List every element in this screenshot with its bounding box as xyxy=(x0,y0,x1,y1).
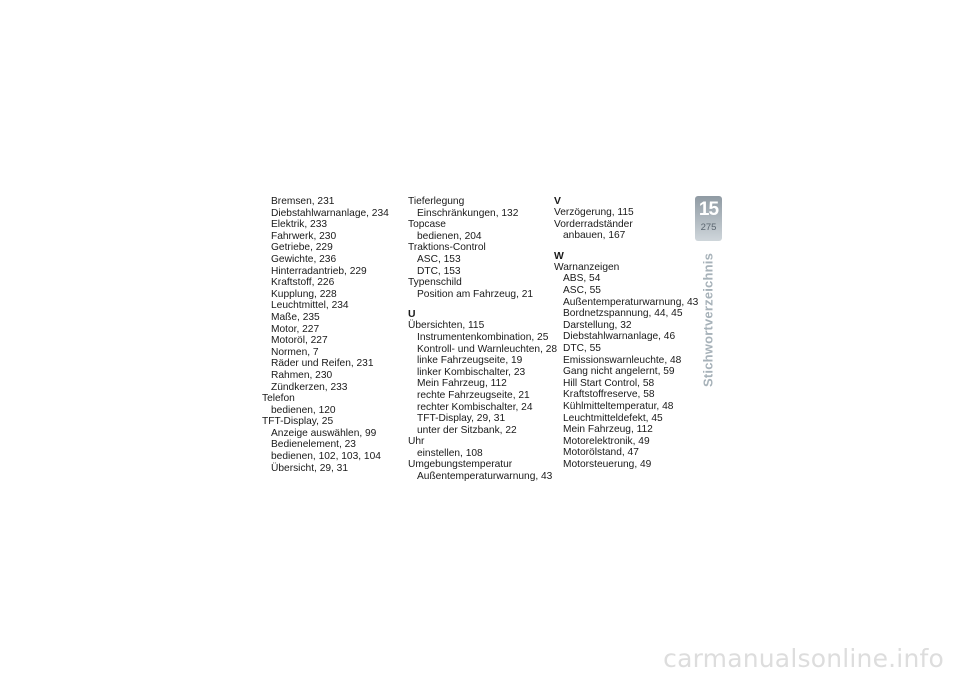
watermark: carmanualsonline.info xyxy=(663,644,944,673)
index-subentry: Instrumentenkombination, 25 xyxy=(417,331,549,343)
index-subentry: Leuchtmitteldefekt, 45 xyxy=(563,412,663,424)
index-subentry: Motorölstand, 47 xyxy=(563,447,639,459)
index-subentry: Kühlmitteltemperatur, 48 xyxy=(563,400,674,412)
index-subentry: Einschränkungen, 132 xyxy=(417,207,519,219)
index-subentry: bedienen, 204 xyxy=(417,230,482,242)
index-subentry: Motorsteuerung, 49 xyxy=(563,458,652,470)
index-subentry: Außentemperaturwarnung, 43 xyxy=(417,471,553,483)
index-subentry: Diebstahlwarnanlage, 234 xyxy=(271,207,389,219)
index-subentry: Motoröl, 227 xyxy=(271,335,328,347)
index-entry: Umgebungstemperatur xyxy=(408,459,513,471)
index-entry: Typenschild xyxy=(408,277,462,289)
index-letter-heading: U xyxy=(408,309,416,321)
index-entry: Warnanzeigen xyxy=(554,261,620,273)
index-subentry: rechte Fahrzeugseite, 21 xyxy=(417,389,530,401)
index-subentry: bedienen, 102, 103, 104 xyxy=(271,451,381,463)
index-subentry: Bedienelement, 23 xyxy=(271,439,356,451)
index-subentry: Bremsen, 231 xyxy=(271,196,335,207)
index-subentry: Kraftstoff, 226 xyxy=(271,277,335,289)
index-entry: Uhr xyxy=(408,436,425,448)
index-subentry: Diebstahlwarnanlage, 46 xyxy=(563,331,676,343)
index-column-3 xyxy=(554,196,704,470)
index-subentry: Gewichte, 236 xyxy=(271,253,337,265)
index-subentry: Räder und Reifen, 231 xyxy=(271,358,374,370)
index-entry: TFT-Display, 25 xyxy=(262,416,334,428)
index-subentry: Mein Fahrzeug, 112 xyxy=(417,378,507,390)
index-subentry: Bordnetzspannung, 44, 45 xyxy=(563,308,683,320)
index-subentry: TFT-Display, 29, 31 xyxy=(417,413,506,425)
index-letter-heading: V xyxy=(554,196,561,207)
index-subentry: Maße, 235 xyxy=(271,311,320,323)
section-title-vertical: Stichwortverzeichnis xyxy=(700,252,716,388)
index-subentry: linke Fahrzeugseite, 19 xyxy=(417,355,523,367)
index-subentry: Normen, 7 xyxy=(271,346,319,358)
index-subentry: ABS, 54 xyxy=(563,273,601,285)
index-subentry: Elektrik, 233 xyxy=(271,219,328,231)
index-entry: Verzögerung, 115 xyxy=(554,207,634,218)
index-subentry: Gang nicht angelernt, 59 xyxy=(563,366,675,378)
index-subentry: Emissionswarnleuchte, 48 xyxy=(563,354,682,366)
index-subentry: Rahmen, 230 xyxy=(271,369,333,381)
index-subentry: Außentemperaturwarnung, 43 xyxy=(563,296,699,308)
index-subentry: Kupplung, 228 xyxy=(271,288,337,300)
index-subentry: Anzeige auswählen, 99 xyxy=(271,427,377,439)
index-subentry: DTC, 55 xyxy=(563,342,601,354)
index-entry: Topcase xyxy=(408,219,446,231)
index-entry: Übersichten, 115 xyxy=(408,320,485,332)
index-subentry: Kraftstoffreserve, 58 xyxy=(563,389,655,401)
index-entry: Telefon xyxy=(262,393,295,405)
index-subentry: Hill Start Control, 58 xyxy=(563,377,655,389)
index-subentry: ASC, 153 xyxy=(417,253,461,265)
index-subentry: unter der Sitzbank, 22 xyxy=(417,424,517,436)
index-subentry: Kontroll- und Warnleuchten, 28 xyxy=(417,343,558,355)
chapter-number: 15 xyxy=(698,199,719,220)
index-subentry: Motorelektronik, 49 xyxy=(563,435,650,447)
index-subentry: Leuchtmittel, 234 xyxy=(271,300,349,312)
index-subentry: anbauen, 167 xyxy=(563,230,626,242)
index-column-2 xyxy=(408,196,558,483)
index-subentry: linker Kombischalter, 23 xyxy=(417,366,526,378)
index-subentry: Motor, 227 xyxy=(271,323,320,335)
page-number: 275 xyxy=(700,222,717,233)
index-entry: Traktions-Control xyxy=(408,242,486,254)
index-entry: Vorderradständer xyxy=(554,218,633,230)
index-subentry: Mein Fahrzeug, 112 xyxy=(563,424,653,436)
index-subentry: DTC, 153 xyxy=(417,265,461,277)
index-subentry: Position am Fahrzeug, 21 xyxy=(417,288,534,300)
index-subentry: Übersicht, 29, 31 xyxy=(271,462,349,474)
index-subentry: Hinterradantrieb, 229 xyxy=(271,265,367,277)
index-subentry: ASC, 55 xyxy=(563,284,601,296)
chapter-tab xyxy=(695,196,722,241)
index-subentry: Zündkerzen, 233 xyxy=(271,381,348,393)
index-entry: Tieferlegung xyxy=(408,196,465,207)
index-subentry: bedienen, 120 xyxy=(271,404,336,416)
index-subentry: Getriebe, 229 xyxy=(271,242,333,254)
index-letter-heading: W xyxy=(554,250,564,262)
index-subentry: Darstellung, 32 xyxy=(563,319,632,331)
index-column-1 xyxy=(262,196,412,474)
index-subentry: einstellen, 108 xyxy=(417,447,483,459)
index-subentry: Fahrwerk, 230 xyxy=(271,230,337,242)
index-subentry: rechter Kombischalter, 24 xyxy=(417,401,533,413)
